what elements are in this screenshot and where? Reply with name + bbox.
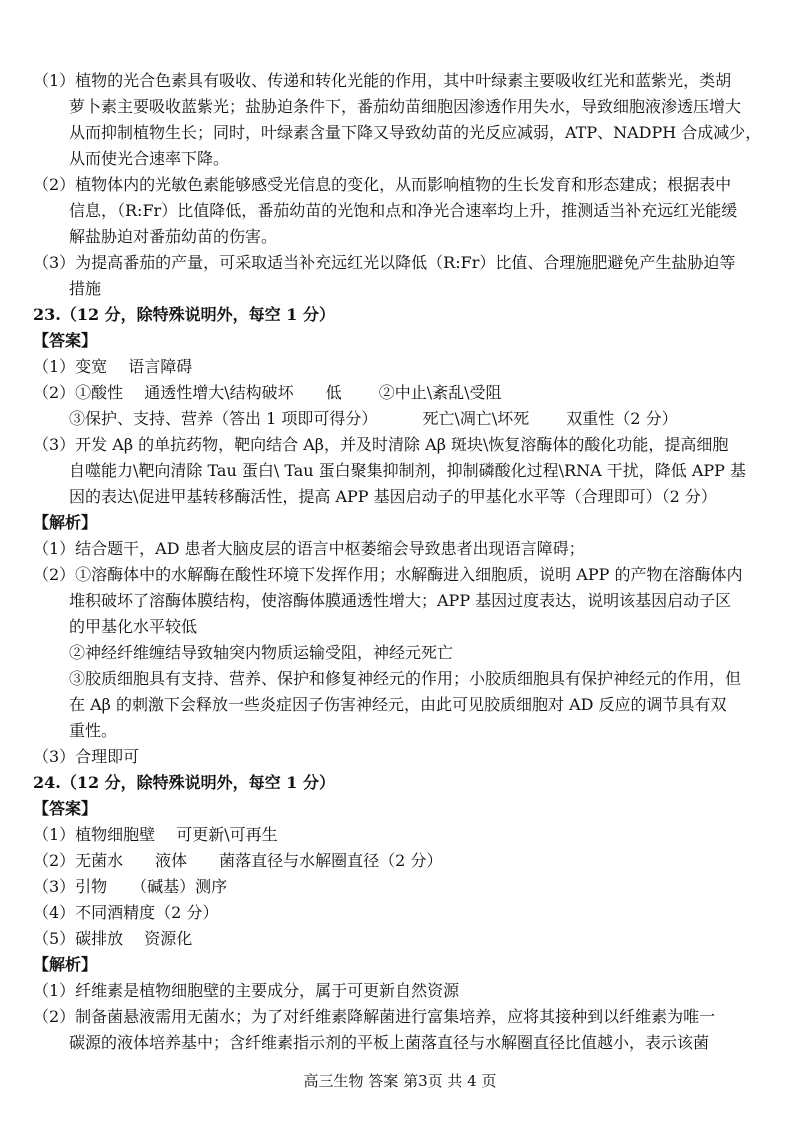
text-line: （3）引物 （碱基）测序 xyxy=(33,877,228,896)
text-line: （1）纤维素是植物细胞壁的主要成分，属于可更新自然资源 xyxy=(33,981,460,1000)
answer-label: 【答案】 xyxy=(33,799,98,818)
text-line: （2）植物体内的光敏色素能够感受光信息的变化，从而影响植物的生长发育和形态建成；根据表中 xyxy=(33,175,732,194)
page-footer: 高三生物 答案 第3页 共 4 页 xyxy=(303,1072,497,1090)
text-line: （2）制备菌悬液需用无菌水；为了对纤维素降解菌进行富集培养，应将其接种到以纤维素为唯一 xyxy=(33,1007,716,1026)
answer-label: 【答案】 xyxy=(33,331,98,350)
text-line: （2）①酸性 通透性增大\结构破坏 低 ②中止\紊乱\受阻 xyxy=(33,383,502,402)
text-line: 因的表达\促进甲基转移酶活性，提高 APP 基因启动子的甲基化水平等（合理即可）（2 分） xyxy=(69,487,717,506)
question-heading-24: 24.（12 分，除特殊说明外，每空 1 分） xyxy=(33,773,335,792)
text-line: 的甲基化水平较低 xyxy=(69,617,198,636)
question-heading-23: 23.（12 分，除特殊说明外，每空 1 分） xyxy=(33,305,335,324)
text-line: （4）不同酒精度（2 分） xyxy=(33,903,219,922)
text-line: 碳源的液体培养基中；含纤维素指示剂的平板上菌落直径与水解圈直径比值越小，表示该菌 xyxy=(69,1033,710,1052)
text-line: 措施 xyxy=(69,279,102,298)
text-line: 堆积破坏了溶酶体膜结构，使溶酶体膜通透性增大；APP 基因过度表达，说明该基因启动子区 xyxy=(69,591,732,610)
text-line: （1）结合题干，AD 患者大脑皮层的语言中枢萎缩会导致患者出现语言障碍； xyxy=(33,539,585,558)
text-line: ②神经纤维缠结导致轴突内物质运输受阻，神经元死亡 xyxy=(69,643,454,662)
text-line: （1）植物细胞壁 可更新\可再生 xyxy=(33,825,278,844)
text-line: 信息，（R:Fr）比值降低，番茄幼苗的光饱和点和净光合速率均上升，推测适当补充远红光能缓 xyxy=(69,201,738,220)
text-line: ③胶质细胞具有支持、营养、保护和修复神经元的作用；小胶质细胞具有保护神经元的作用，但 xyxy=(69,669,742,688)
text-line: （5）碳排放 资源化 xyxy=(33,929,193,948)
text-line: 从而使光合速率下降。 xyxy=(69,149,230,168)
analysis-label: 【解析】 xyxy=(33,955,98,974)
text-line: （2）①溶酶体中的水解酶在酸性环境下发挥作用；水解酶进入细胞质，说明 APP 的产物在溶酶体内 xyxy=(33,565,743,584)
text-line: 在 Aβ 的刺激下会释放一些炎症因子伤害神经元，由此可见胶质细胞对 AD 反应的调节具有双 xyxy=(69,695,727,714)
text-line: （3）为提高番茄的产量，可采取适当补充远红光以降低（R:Fr）比值、合理施肥避免产生盐胁迫等 xyxy=(33,253,736,272)
text-line: （1）植物的光合色素具有吸收、传递和转化光能的作用，其中叶绿素主要吸收红光和蓝紫光，类胡 xyxy=(33,71,732,90)
analysis-label: 【解析】 xyxy=(33,513,98,532)
text-line: 重性。 xyxy=(69,721,118,740)
text-line: （3）开发 Aβ 的单抗药物，靶向结合 Aβ，并及时清除 Aβ 斑块\恢复溶酶体的酸化功能，提高细胞 xyxy=(33,435,729,454)
text-line: （1）变宽 语言障碍 xyxy=(33,357,193,376)
text-line: 解盐胁迫对番茄幼苗的伤害。 xyxy=(69,227,278,246)
text-line: ③保护、支持、营养（答出 1 项即可得分） 死亡\凋亡\坏死 双重性（2 分） xyxy=(69,409,678,428)
text-line: （3）合理即可 xyxy=(33,747,140,766)
text-line: 自噬能力\靶向清除 Tau 蛋白\ Tau 蛋白聚集抑制剂，抑制磷酸化过程\RNA 干扰，降低 APP 基 xyxy=(69,461,747,480)
text-line: 从而抑制植物生长；同时，叶绿素含量下降又导致幼苗的光反应减弱，ATP、NADPH 合成减少， xyxy=(69,123,762,142)
text-line: 萝卜素主要吸收蓝紫光；盐胁迫条件下，番茄幼苗细胞因渗透作用失水，导致细胞液渗透压增大 xyxy=(69,97,742,116)
text-line: （2）无菌水 液体 菌落直径与水解圈直径（2 分） xyxy=(33,851,443,870)
